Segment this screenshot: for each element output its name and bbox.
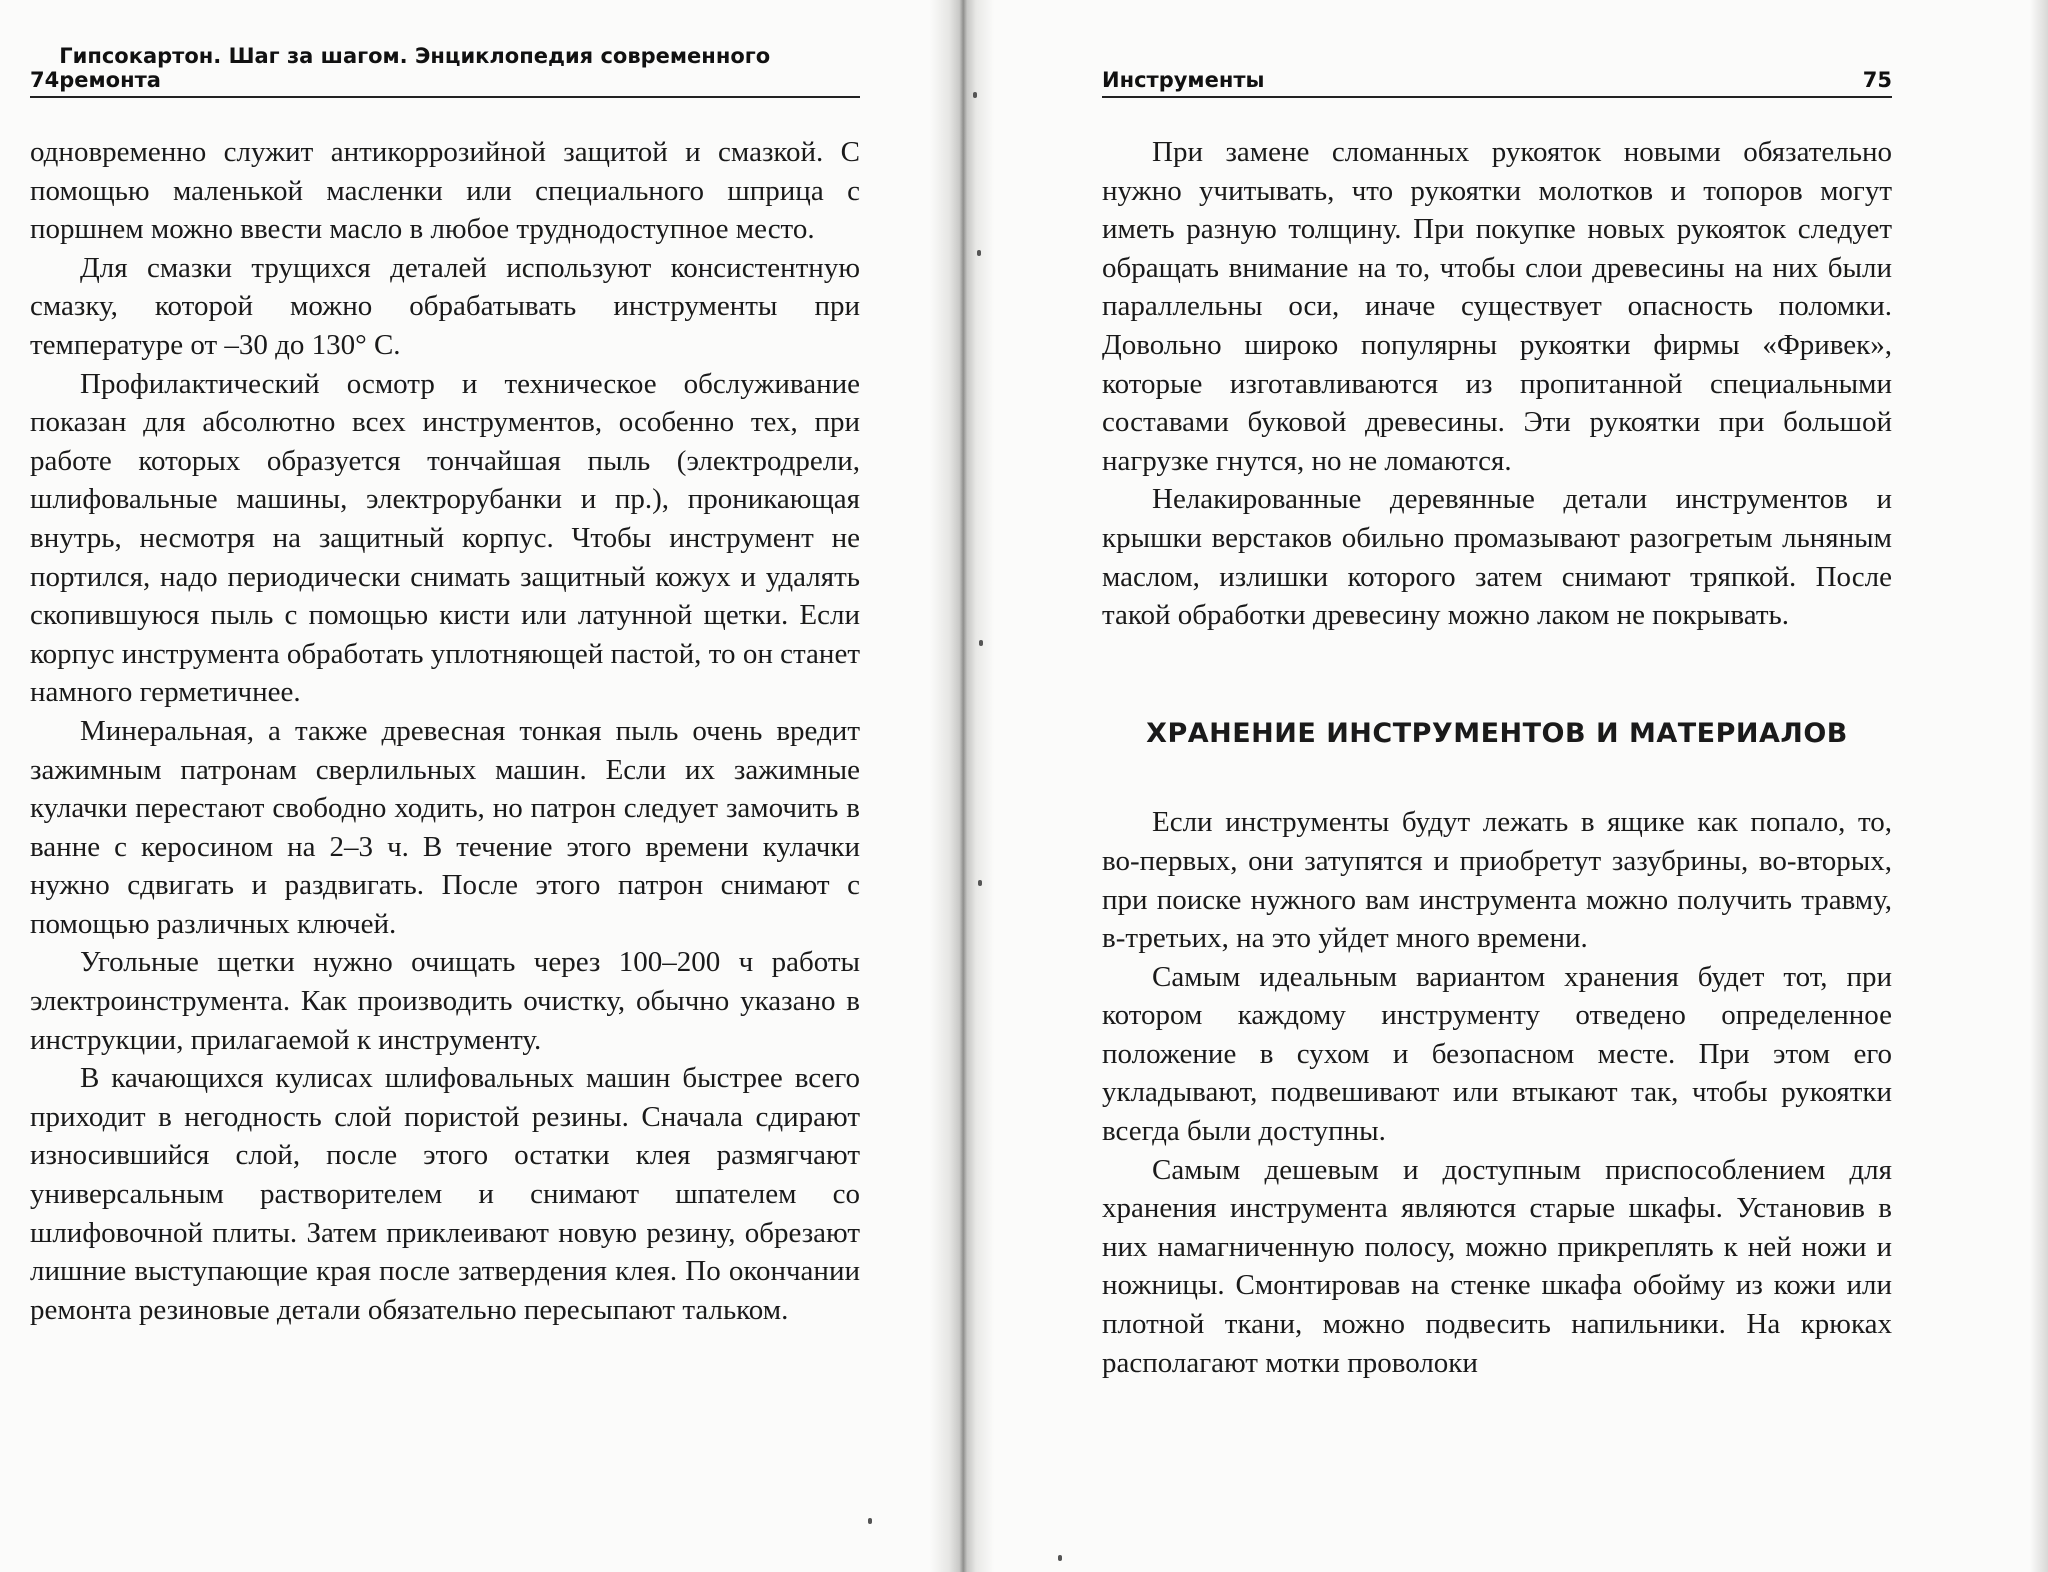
page-number-left: 74 bbox=[30, 68, 60, 92]
paragraph: Профилактический осмотр и техническое обслуживание показан для абсолютно всех инструментов, особенно тех, при работе которых образуется тончайшая пыль (электродрели, шлифовальные машины, электрорубанки и пр.), проникающая внутрь, несмотря на защитный корпус. Чтобы инструмент не портился, надо периодически снимать защитный кожух и удалять скопившуюся пыль с помощью кисти или латунной щетки. Если корпус инструмента обработать уплотняющей пастой, то он станет намного герметичнее. bbox=[30, 367, 860, 709]
right-running-head bbox=[1102, 64, 1892, 98]
scan-speck bbox=[868, 1518, 872, 1524]
paragraph: Самым идеальным вариантом хранения будет тот, при котором каждому инструменту отведено определенное положение в сухом и безопасном месте. При этом его укладывают, подвешивают или втыкают так, чтобы рукоятки всегда были доступны. bbox=[1102, 960, 1892, 1148]
scan-speck bbox=[978, 880, 982, 886]
paragraph: В качающихся кулисах шлифовальных машин быстрее всего приходит в негодность слой пористой резины. Сначала сдирают износившийся слой, после этого остатки клея размягчают универсальным растворителем и снимают шпателем со шлифовочной плиты. Затем приклеивают новую резину, обрезают лишние выступающие края после затвердения клея. По окончании ремонта резиновые детали обязательно пересыпают тальком. bbox=[30, 1062, 860, 1326]
scan-speck bbox=[977, 250, 981, 256]
left-page-text bbox=[30, 133, 860, 1329]
paragraph: Для смазки трущихся деталей используют консистентную смазку, которой можно обрабатывать инструменты при температуре от –30 до 130° С. bbox=[30, 251, 860, 361]
scan-speck bbox=[1058, 1555, 1062, 1561]
paragraph: Самым дешевым и доступным приспособлением для хранения инструмента являются старые шкафы. Установив в них намагниченную полосу, можно прикреплять к ней ножи и ножницы. Смонтировав на стенке шкафа обойму из кожи или плотной ткани, можно подвесить напильники. На крюках располагают мотки проволоки bbox=[1102, 1153, 1892, 1379]
scan-speck bbox=[973, 92, 977, 98]
left-running-head bbox=[30, 44, 860, 98]
paragraph: При замене сломанных рукояток новыми обязательно нужно учитывать, что рукоятки молотков и топоров могут иметь разную толщину. При покупке новых рукояток следует обращать внимание на то, чтобы слои древесины на них были параллельны оси, иначе существует опасность поломки. Довольно широко популярны рукоятки фирмы «Фривек», которые изготавливаются из пропитанной специальными составами буковой древесины. Эти рукоятки при большой нагрузке гнутся, но не ломаются. bbox=[1102, 136, 1892, 477]
book-title: Гипсокартон. Шаг за шагом. Энциклопедия современного ремонта bbox=[59, 44, 771, 92]
page-edge-shadow bbox=[2030, 0, 2048, 1572]
paragraph: одновременно служит антикоррозийной защитой и смазкой. С помощью маленькой масленки или специального шприца с поршнем можно ввести масло в любое труднодоступное место. bbox=[30, 136, 860, 246]
paragraph: Минеральная, а также древесная тонкая пыль очень вредит зажимным патронам сверлильных машин. Если их зажимные кулачки перестают свободно ходить, но патрон следует замочить в ванне с керосином на 2–3 ч. В течение этого времени кулачки нужно сдвигать и раздвигать. После этого патрон снимают с помощью различных ключей. bbox=[30, 714, 860, 940]
paragraph: Если инструменты будут лежать в ящике как попало, то, во-первых, они затупятся и приобретут зазубрины, во-вторых, при поиске нужного вам инструмента можно получить травму, в-третьих, на это уйдет много времени. bbox=[1102, 806, 1892, 955]
scan-speck bbox=[979, 640, 983, 646]
section-heading: ХРАНЕНИЕ ИНСТРУМЕНТОВ И МАТЕРИАЛОВ bbox=[1146, 717, 1848, 749]
right-page bbox=[960, 0, 2048, 1572]
right-page-text bbox=[1102, 133, 1892, 1382]
paragraph: Угольные щетки нужно очищать через 100–200 ч работы электроинструмента. Как производить очистку, обычно указано в инструкции, прилагаемой к инструменту. bbox=[30, 946, 860, 1056]
left-page bbox=[0, 0, 960, 1572]
chapter-title: Инструменты bbox=[1102, 68, 1265, 92]
page-number-right: 75 bbox=[1862, 68, 1892, 92]
paragraph: Нелакированные деревянные детали инструментов и крышки верстаков обильно промазывают разогретым льняным маслом, излишки которого затем снимают тряпкой. После такой обработки древесину можно лаком не покрывать. bbox=[1102, 483, 1892, 632]
